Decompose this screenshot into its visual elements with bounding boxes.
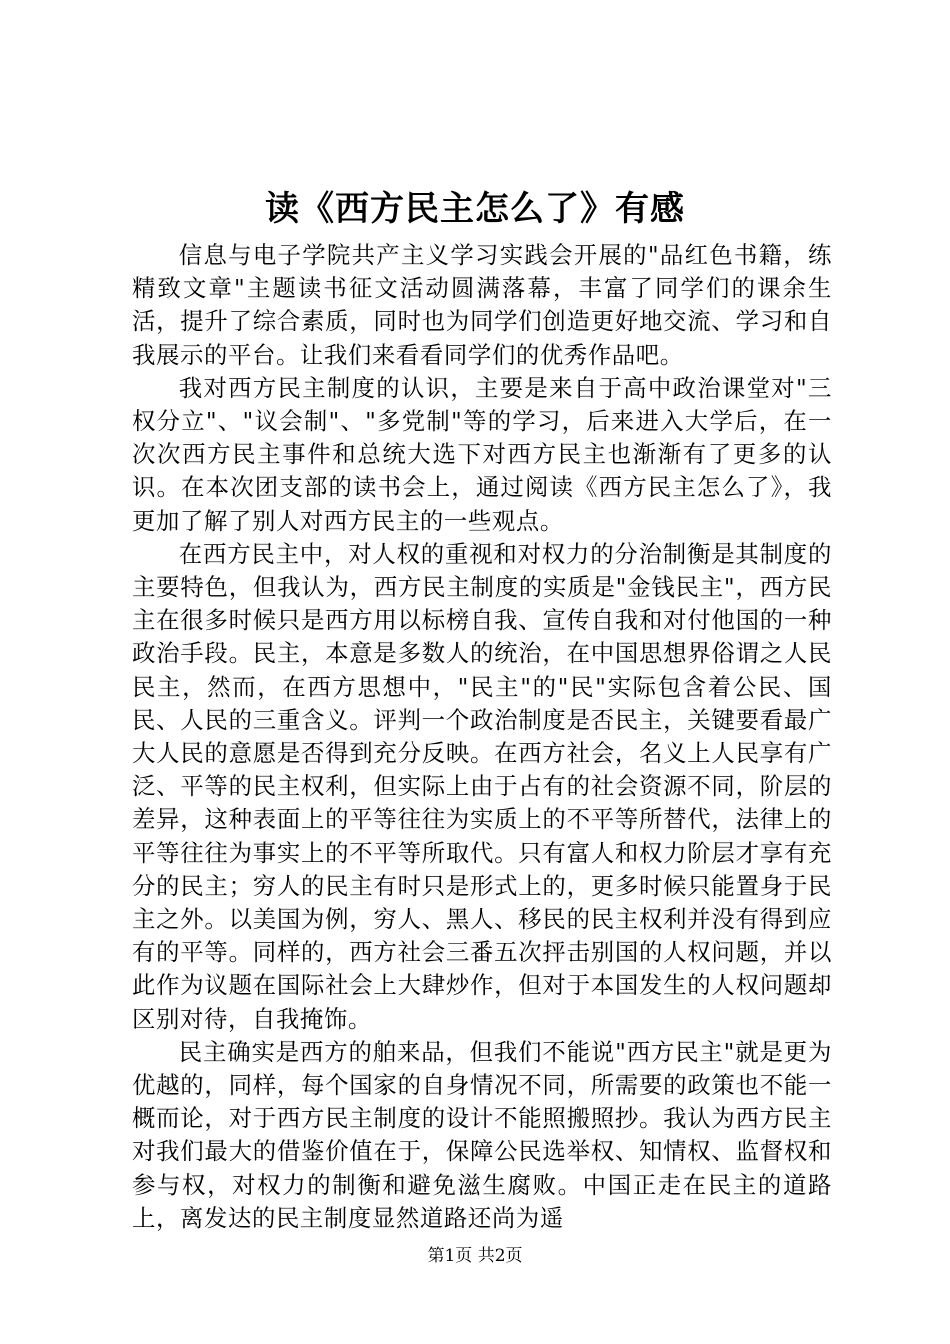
paragraph-understanding: 我对西方民主制度的认识，主要是来自于高中政治课堂对"三权分立"、"议会制"、"多党制"等的学习，后来进入大学后，在一次次西方民主事件和总统大选下对西方民主也渐渐有了更多的认识。在本次团支部的读书会上，通过阅读《西方民主怎么了》，我更加了解了别人对西方民主的一些观点。 (132, 373, 832, 535)
paragraph-intro: 信息与电子学院共产主义学习实践会开展的"品红色书籍，练精致文章"主题读书征文活动圆满落幕，丰富了同学们的课余生活，提升了综合素质，同时也为同学们创造更好地交流、学习和自我展示的平台。让我们来看看同学们的优秀作品吧。 (132, 241, 832, 369)
document-body (132, 239, 832, 1235)
paragraph-analysis: 在西方民主中，对人权的重视和对权力的分治制衡是其制度的主要特色，但我认为，西方民主制度的实质是"金钱民主"，西方民主在很多时候只是西方用以标榜自我、宣传自我和对付他国的一种政治手段。民主，本意是多数人的统治，在中国思想界俗谓之人民民主，然而，在西方思想中，"民主"的"民"实际包含着公民、国民、人民的三重含义。评判一个政治制度是否民主，关键要看最广大人民的意愿是否得到充分反映。在西方社会，名义上人民享有广泛、平等的民主权利，但实际上由于占有的社会资源不同，阶层的差异，这种表面上的平等往往为实质上的不平等所替代，法律上的平等往往为事实上的不平等所取代。只有富人和权力阶层才享有充分的民主；穷人的民主有时只是形式上的，更多时候只能置身于民主之外。以美国为例，穷人、黑人、移民的民主权利并没有得到应有的平等。同样的，西方社会三番五次抨击别国的人权问题，并以此作为议题在国际社会上大肆炒作，但对于本国发生的人权问题却区别对待，自我掩饰。 (132, 539, 832, 1033)
page-number: 第1页 共2页 (427, 1246, 523, 1266)
paragraph-conclusion: 民主确实是西方的舶来品，但我们不能说"西方民主"就是更为优越的，同样，每个国家的自身情况不同，所需要的政策也不能一概而论，对于西方民主制度的设计不能照搬照抄。我认为西方民主对我们最大的借鉴价值在于，保障公民选举权、知情权、监督权和参与权，对权力的制衡和避免滋生腐败。中国正走在民主的道路上，离发达的民主制度显然道路还尚为遥 (132, 1037, 832, 1232)
document-title: 读《西方民主怎么了》有感 (265, 189, 685, 229)
